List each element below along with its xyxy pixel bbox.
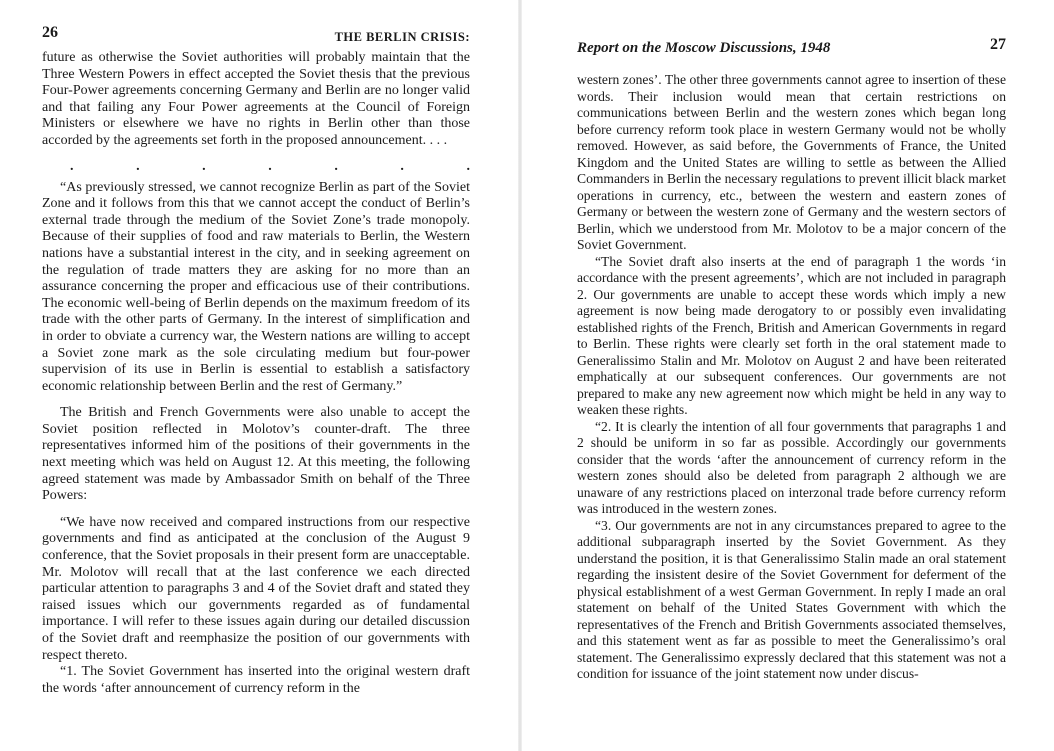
- left-paragraph: The British and French Governments were also unable to accept the Soviet position reflected in Molotov’s counter-draft. The three representatives informed him of the positions of their governments in the next meeting which was held on August 12. At this meeting, the following agreed statement was made by Ambassador Smith on behalf of the Three Powers:: [42, 405, 470, 504]
- right-page-header: [577, 36, 1006, 64]
- right-page: [520, 0, 1054, 751]
- left-page-number: 26: [42, 24, 58, 41]
- left-paragraph: “1. The Soviet Government has inserted into the original western draft the words ‘after announcement of currency reform in the: [42, 664, 470, 696]
- left-paragraph: “As previously stressed, we cannot recognize Berlin as part of the Soviet Zone and it follows from this that we cannot accept the conduct of Berlin’s external trade through the medium of the Soviet Zone’s trade monopoly. Because of their supplies of food and raw materials to Berlin, the Western nations have a substantial interest in the city, and in seeking agreement on the regulation of trade matters they are asking for no more than an assurance concerning the proper and efficacious use of their contributions. The economic well-being of Berlin depends on the maximum freedom of its trade with the other parts of Germany. In the interest of simplification and in order to obviate a currency war, the Western nations are willing to accept a Soviet zone mark as the sole circulating medium but four-power supervision of its use in Berlin is essential to establish a satisfactory economic relationship between Berlin and the rest of Germany.”: [42, 179, 470, 394]
- left-paragraph: “We have now received and compared instructions from our respective governments and find as anticipated at the conclusion of the August 9 conference, that the Soviet proposals in their present form are unacceptable. Mr. Molotov will recall that at the last conference we each directed particular attention to paragraphs 3 and 4 of the Soviet draft and stated they raised issues which our governments regarded as of fundamental importance. I will refer to these issues again during our detailed discussion of the Soviet draft and reemphasize the position of our governments with respect thereto.: [42, 514, 470, 663]
- right-paragraph: “2. It is clearly the intention of all four governments that paragraphs 1 and 2 should be uniform in so far as possible. Accordingly our governments consider that the words ‘after the announcement of currency reform in the western zones should also be deleted from paragraph 2 although we are unaware of any restrictions placed on interzonal trade before currency reform was introduced in the western zones.: [577, 418, 1006, 516]
- left-running-head: THE BERLIN CRISIS:: [334, 30, 470, 44]
- left-page-header: [42, 22, 470, 50]
- right-page-number: 27: [990, 36, 1006, 53]
- left-page: [0, 0, 520, 751]
- right-running-head: Report on the Moscow Discussions, 1948: [577, 40, 831, 56]
- ellipsis-row: . . . . . . .: [70, 158, 470, 174]
- right-paragraph: “3. Our governments are not in any circumstances prepared to agree to the additional subparagraph inserted by the Soviet Government. As they understand the position, it is that Generalissimo Stalin made an oral statement regarding the insistent desire of the Soviet Government for deferment of the physical establishment of a west German Government. In reply I made an oral statement on behalf of the United States Government with which the representatives of the French and British Governments associated themselves, and this statement went as far as possible to meet the Generalissimo’s oral statement. The Generalissimo expressly declared that this statement was not a condition for issuance of the joint statement now under discus-: [577, 517, 1006, 681]
- left-paragraph: future as otherwise the Soviet authorities will probably maintain that the Three Western Powers in effect accepted the Soviet thesis that the previous Four-Power agreements concerning Germany and Berlin are no longer valid and that failing any Four Power agreements at the Council of Foreign Ministers or elsewhere we have no rights in Berlin other than those accorded by the agreements set forth in the proposed announcement. . . .: [42, 50, 470, 148]
- right-paragraph: “The Soviet draft also inserts at the end of paragraph 1 the words ‘in accordance with the present agreements’, which are not included in paragraph 2. Our governments are unable to accept these words which imply a new agreement is now being made derogatory to or possibly even invalidating established rights of the French, British and American Governments in regard to Berlin. These rights were clearly set forth in the oral statement made to Generalissimo Stalin and Mr. Molotov on August 2 and have been reiterated emphatically at our subsequent conferences. Our governments are not prepared to make any new agreement now which might be held in any way to weaken these rights.: [577, 253, 1006, 417]
- right-paragraph: western zones’. The other three governments cannot agree to insertion of these words. Their inclusion would mean that certain restrictions on communications between Berlin and the western zones which began long before currency reform took place in western Germany would not be wholly removed. However, as said before, the Governments of France, the United Kingdom and the United States are willing to settle as between the Allied Commanders in Berlin the necessary regulations to prevent illicit black market operations in currency, etc., between the western and eastern zones of Germany or between the western zone of Germany and the western sectors of Berlin, which we understood from Mr. Molotov to be a major concern of the Soviet Government.: [577, 72, 1006, 252]
